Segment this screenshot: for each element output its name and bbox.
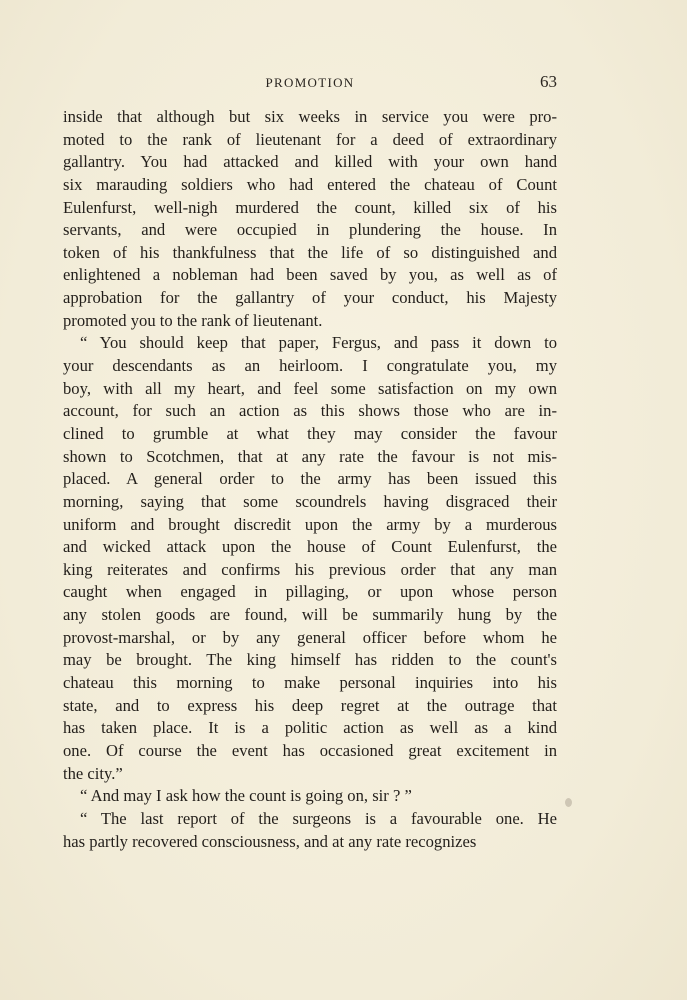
text-line: state, and to express his deep regret at the outrage that — [63, 695, 557, 715]
text-line: “ And may I ask how the count is going on, sir ? ” — [80, 786, 412, 806]
text-line: one. Of course the event has occasioned great excitement in — [63, 740, 557, 760]
text-line: uniform and brought discredit upon the army by a murderous — [63, 514, 557, 534]
paragraph — [63, 332, 557, 785]
text-line: any stolen goods are found, will be summarily hung by the — [63, 605, 557, 625]
text-line: king reiterates and confirms his previous order that any man — [63, 559, 557, 579]
text-line: approbation for the gallantry of your conduct, his Majesty — [63, 288, 557, 308]
body-text — [63, 106, 557, 853]
text-line: gallantry. You had attacked and killed with your own hand — [63, 152, 557, 172]
text-line: inside that although but six weeks in service you were pro- — [63, 107, 557, 126]
text-line: “ The last report of the surgeons is a favourable one. He — [80, 808, 557, 828]
text-line: has taken place. It is a politic action as well as a kind — [63, 718, 557, 738]
text-line: boy, with all my heart, and feel some satisfaction on my own — [63, 378, 557, 398]
text-line: enlightened a nobleman had been saved by you, as well as of — [63, 265, 557, 285]
text-line: six marauding soldiers who had entered the chateau of Count — [63, 174, 557, 194]
text-line: provost-marshal, or by any general officer before whom he — [63, 627, 557, 647]
text-line: promoted you to the rank of lieutenant. — [63, 310, 323, 330]
text-line: account, for such an action as this shows those who are in- — [63, 401, 557, 421]
paragraph — [63, 785, 557, 808]
paragraph — [63, 808, 557, 853]
page-number: 63 — [540, 72, 557, 91]
text-line: the city.” — [63, 763, 123, 783]
text-line: may be brought. The king himself has ridden to the count's — [63, 650, 557, 670]
text-line: placed. A general order to the army has been issued this — [63, 469, 557, 489]
text-line: chateau this morning to make personal inquiries into his — [63, 673, 557, 693]
paragraph — [63, 106, 557, 332]
text-line: caught when engaged in pillaging, or upon whose person — [63, 582, 557, 602]
text-line: clined to grumble at what they may consider the favour — [63, 423, 557, 443]
text-line: token of his thankfulness that the life of so distinguished and — [63, 242, 557, 262]
text-line: your descendants as an heirloom. I congratulate you, my — [63, 356, 557, 376]
text-line: shown to Scotchmen, that at any rate the favour is not mis- — [63, 446, 557, 466]
text-line: morning, saying that some scoundrels having disgraced their — [63, 491, 557, 511]
paper-speck — [565, 798, 572, 807]
text-line: Eulenfurst, well-nigh murdered the count, killed six of his — [63, 197, 557, 217]
text-line: moted to the rank of lieutenant for a deed of extraordinary — [63, 129, 557, 149]
text-line: has partly recovered consciousness, and at any rate recognizes — [63, 831, 477, 851]
text-line: servants, and were occupied in plundering the house. In — [63, 220, 557, 240]
text-line: and wicked attack upon the house of Count Eulenfurst, the — [63, 537, 557, 557]
running-head — [63, 72, 557, 92]
running-title: PROMOTION — [265, 75, 355, 90]
text-line: “ You should keep that paper, Fergus, and pass it down to — [80, 333, 557, 353]
